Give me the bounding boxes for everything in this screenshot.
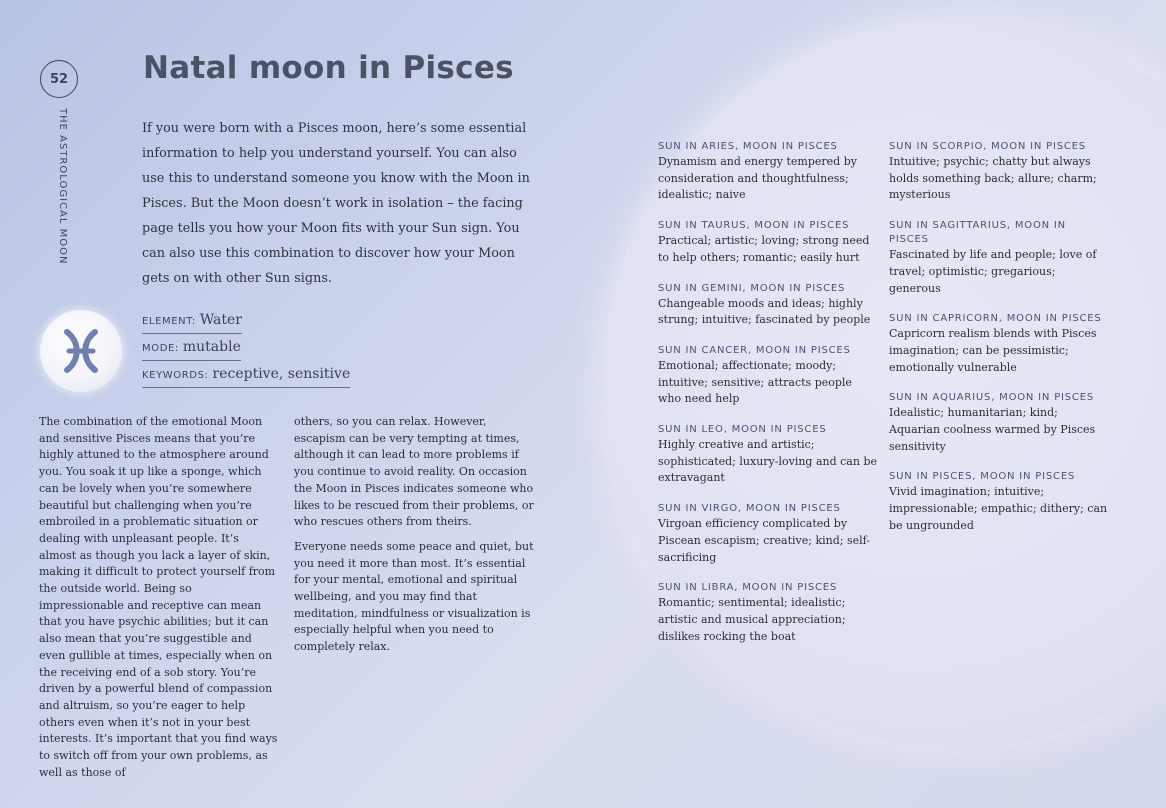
fact-value: Water <box>199 312 242 328</box>
combo-heading: SUN IN LEO, MOON IN PISCES <box>658 424 827 436</box>
combo-heading: SUN IN VIRGO, MOON IN PISCES <box>658 503 841 515</box>
combo-gemini <box>658 282 878 329</box>
fact-label: ELEMENT: <box>142 316 196 327</box>
combo-description: Changeable moods and ideas; highly strung; intuitive; fascinated by people <box>658 296 871 327</box>
combo-heading: SUN IN SCORPIO, MOON IN PISCES <box>889 141 1086 152</box>
sign-facts <box>142 311 350 392</box>
body-column-2 <box>294 414 534 664</box>
combo-heading: SUN IN AQUARIUS, MOON IN PISCES <box>889 392 1094 404</box>
combo-pisces <box>889 470 1109 534</box>
fact-mode <box>142 338 241 361</box>
combo-description: Capricorn realism blends with Pisces imagination; can be pessimistic; emotionally vulnerable <box>889 327 1097 374</box>
combo-leo <box>658 423 878 487</box>
combo-heading: SUN IN SAGITTARIUS, MOON IN PISCES <box>889 220 1066 246</box>
page-title: Natal moon in Pisces <box>143 50 514 86</box>
body-paragraph: The combination of the emotional Moon and sensitive Pisces means that you’re highly attuned to the atmosphere around you. You soak it up like a sponge, which can be lovely when you’re somewhere beautiful but challenging when you’re embroiled in a problematic situation or dealing with unpleasant people. It’s almost as though you lack a layer of skin, making it difficult to protect yourself from the outside world. Being so impressionable and receptive can mean that you have psychic abilities; but it can also mean that you’re suggestible and even gullible at times, especially when on the receiving end of a sob story. You’re driven by a powerful blend of compassion and altruism, so you’re eager to help others even when it’s not in your best interests. It’s important that you find ways to switch off from your own problems, as well as those of <box>39 415 278 779</box>
combo-heading: SUN IN PISCES, MOON IN PISCES <box>889 471 1076 483</box>
intro-paragraph: If you were born with a Pisces moon, here’s some essential information to help you understand yourself. You can also use this to understand someone you know with the Moon in Pisces. But the Moon doesn’t work in isolation – the facing page tells you how your Moon fits with your Sun sign. You can also use this combination to discover how your Moon gets on with other Sun signs. <box>142 121 530 286</box>
combo-description: Intuitive; psychic; chatty but always holds something back; allure; charm; mysterious <box>889 155 1097 202</box>
pisces-glyph-icon <box>40 310 122 392</box>
sun-moon-combinations-right <box>889 140 1109 550</box>
fact-element <box>142 311 242 334</box>
combo-description: Idealistic; humanitarian; kind; Aquarian coolness warmed by Pisces sensitivity <box>889 406 1096 453</box>
combo-aries <box>658 140 878 204</box>
combo-description: Virgoan efficiency complicated by Piscean escapism; creative; kind; self-sacrificing <box>658 517 871 564</box>
fact-value: mutable <box>182 339 241 355</box>
combo-description: Romantic; sentimental; idealistic; artistic and musical appreciation; dislikes rocking the boat <box>658 596 846 643</box>
combo-description: Vivid imagination; intuitive; impressionable; empathic; dithery; can be ungrounded <box>889 485 1108 532</box>
combo-heading: SUN IN TAURUS, MOON IN PISCES <box>658 220 850 232</box>
combo-capricorn <box>889 312 1109 376</box>
combo-cancer <box>658 344 878 408</box>
body-paragraph: others, so you can relax. However, escapism can be very tempting at times, although it can lead to more problems if you continue to avoid reality. On occasion the Moon in Pisces indicates someone who likes to be rescued from their problems, or who rescues others from theirs. <box>294 415 534 529</box>
sun-moon-combinations-left <box>658 140 878 660</box>
combo-heading: SUN IN ARIES, MOON IN PISCES <box>658 141 838 152</box>
combo-heading: SUN IN CANCER, MOON IN PISCES <box>658 344 851 356</box>
running-head: THE ASTROLOGICAL MOON <box>57 108 68 265</box>
combo-heading: SUN IN GEMINI, MOON IN PISCES <box>658 282 846 294</box>
body-paragraph: Everyone needs some peace and quiet, but you need it more than most. It’s essential for your mental, emotional and spiritual wellbeing, and you may find that meditation, mindfulness or visualization is especially helpful when you need to completely relax. <box>294 539 534 654</box>
combo-description: Emotional; affectionate; moody; intuitive; sensitive; attracts people who need help <box>658 358 852 406</box>
combo-virgo <box>658 502 878 566</box>
fact-label: KEYWORDS: <box>142 370 209 381</box>
combo-description: Fascinated by life and people; love of travel; optimistic; gregarious; generous <box>889 248 1097 295</box>
body-column-1 <box>39 414 279 789</box>
fact-label: MODE: <box>142 343 179 354</box>
combo-description: Dynamism and energy tempered by consideration and thoughtfulness; idealistic; naive <box>658 155 857 202</box>
combo-libra <box>658 581 878 645</box>
fact-value: receptive, sensitive <box>212 366 351 382</box>
combo-scorpio <box>889 140 1109 204</box>
combo-description: Highly creative and artistic; sophisticated; luxury-loving and can be extravagant <box>658 438 877 485</box>
page-number: 52 <box>40 60 78 98</box>
combo-heading: SUN IN LIBRA, MOON IN PISCES <box>658 582 838 594</box>
fact-keywords <box>142 365 350 388</box>
combo-heading: SUN IN CAPRICORN, MOON IN PISCES <box>889 313 1102 325</box>
combo-sagittarius <box>889 219 1109 297</box>
combo-description: Practical; artistic; loving; strong need to help others; romantic; easily hurt <box>658 234 870 264</box>
combo-aquarius <box>889 391 1109 455</box>
combo-taurus <box>658 219 878 266</box>
